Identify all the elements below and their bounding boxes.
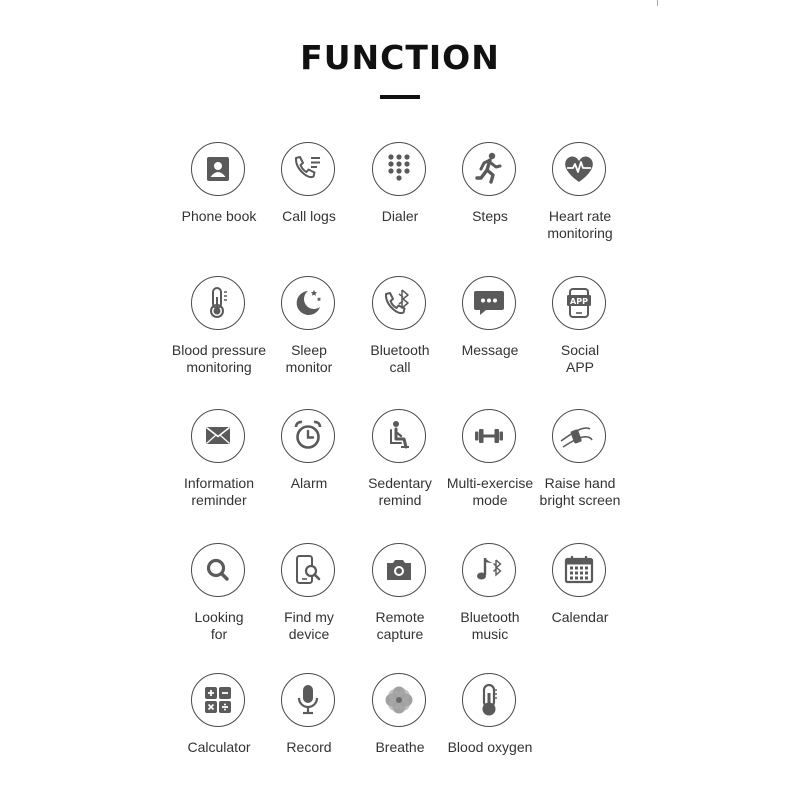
function-item	[520, 142, 640, 262]
function-label-line: music	[471, 626, 509, 642]
function-label-line: Bluetooth	[460, 609, 520, 625]
function-item	[430, 673, 550, 793]
function-label-line: Dialer	[381, 208, 419, 224]
blood-pressure-icon	[191, 276, 245, 330]
breathe-icon	[372, 673, 426, 727]
function-label-line: Breathe	[375, 739, 425, 755]
phone-book-icon	[191, 142, 245, 196]
heart-rate-icon	[552, 142, 606, 196]
function-label-line: Record	[286, 739, 332, 755]
function-label-line: Call logs	[282, 208, 336, 224]
function-label	[510, 208, 650, 242]
function-label-line: Calculator	[187, 739, 251, 755]
function-label-line: capture	[376, 626, 424, 642]
function-label-line: Blood pressure	[171, 342, 267, 358]
function-label-line: call	[389, 359, 411, 375]
dialer-icon	[372, 142, 426, 196]
steps-icon	[462, 142, 516, 196]
remote-capture-icon	[372, 543, 426, 597]
multi-exercise-icon	[462, 409, 516, 463]
function-label-line: Social	[560, 342, 600, 358]
function-label-line: for	[210, 626, 228, 642]
message-icon	[462, 276, 516, 330]
svg-text:APP: APP	[570, 297, 588, 306]
social-app-icon	[552, 276, 606, 330]
corner-mark	[657, 0, 658, 6]
calculator-icon	[191, 673, 245, 727]
function-item	[520, 543, 640, 663]
function-label-line: Remote	[375, 609, 425, 625]
calendar-icon	[552, 543, 606, 597]
function-label-line: Bluetooth	[370, 342, 430, 358]
function-label-line: Information	[183, 475, 255, 491]
function-label-line: Multi-exercise	[446, 475, 534, 491]
information-reminder-icon	[191, 409, 245, 463]
function-label-line: Alarm	[290, 475, 328, 491]
bluetooth-call-icon	[372, 276, 426, 330]
sedentary-icon	[372, 409, 426, 463]
function-label-line: bright screen	[539, 492, 621, 508]
function-label	[510, 475, 650, 509]
function-label-line: Raise hand	[544, 475, 616, 491]
function-label-line: remind	[378, 492, 422, 508]
function-label	[510, 609, 650, 626]
function-label-line: reminder	[191, 492, 247, 508]
find-device-icon	[281, 543, 335, 597]
function-label-line: monitor	[285, 359, 333, 375]
function-label-line: Sedentary	[368, 475, 432, 491]
function-label-line: Looking	[194, 609, 244, 625]
function-label-line: Sleep	[291, 342, 327, 358]
function-label-line: APP	[565, 359, 594, 375]
function-label-line: Calendar	[551, 609, 609, 625]
call-logs-icon	[281, 142, 335, 196]
function-label-line: Heart rate	[548, 208, 612, 224]
function-label-line: Phone book	[181, 208, 257, 224]
function-label-line: monitoring	[186, 359, 252, 375]
function-item	[520, 409, 640, 529]
function-label-line: mode	[472, 492, 508, 508]
looking-for-icon	[191, 543, 245, 597]
function-label-line: Find my	[284, 609, 334, 625]
bluetooth-music-icon	[462, 543, 516, 597]
function-label-line: device	[288, 626, 330, 642]
function-label-line: monitoring	[547, 225, 613, 241]
blood-oxygen-icon	[462, 673, 516, 727]
sleep-icon	[281, 276, 335, 330]
function-label	[510, 342, 650, 376]
page-title: FUNCTION	[300, 38, 500, 77]
function-label	[420, 739, 560, 756]
title-underline	[380, 95, 420, 99]
function-label-line: Message	[461, 342, 519, 358]
function-item	[520, 276, 640, 396]
record-icon	[281, 673, 335, 727]
function-label-line: Steps	[472, 208, 508, 224]
function-label-line: Blood oxygen	[447, 739, 533, 755]
raise-hand-icon	[552, 409, 606, 463]
alarm-icon	[281, 409, 335, 463]
